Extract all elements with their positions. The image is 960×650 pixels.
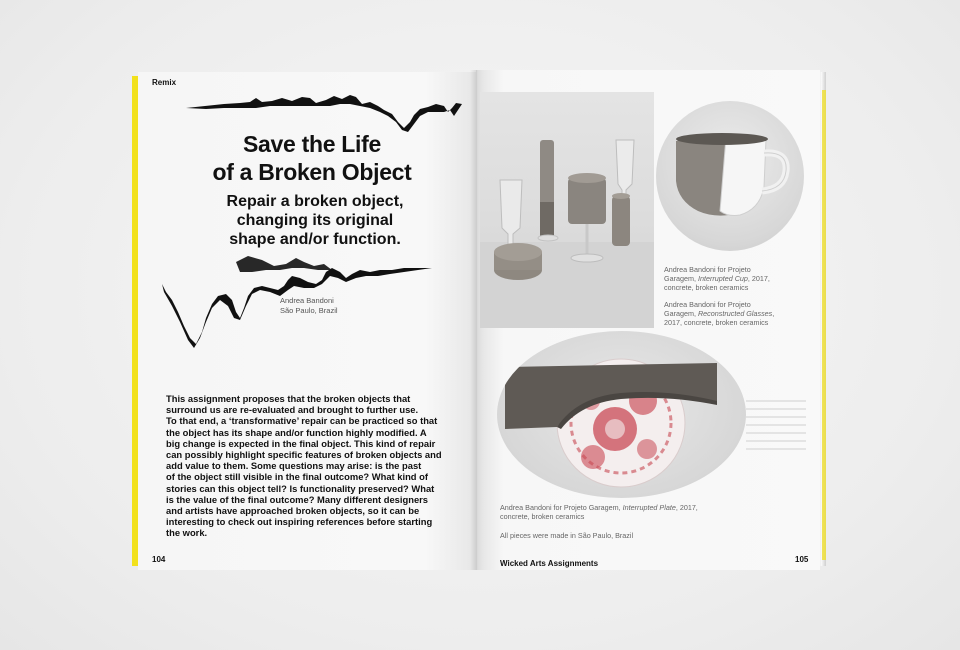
caption-plate xyxy=(500,503,698,521)
page-number-left: 104 xyxy=(152,555,166,564)
photo-reconstructed-glasses xyxy=(480,92,654,328)
author-credit xyxy=(280,296,338,316)
author-location: São Paulo, Brazil xyxy=(280,306,338,315)
photo-interrupted-plate xyxy=(497,331,746,498)
caption-line: Andrea Bandoni for Projeto xyxy=(664,265,751,274)
body-line: surround us are re-evaluated and brought to further use. xyxy=(166,404,419,416)
caption-cup xyxy=(664,265,770,293)
body-line: is the value of the final outcome? Many different designers xyxy=(166,493,429,505)
caption-line: 2017, concrete, broken ceramics xyxy=(664,318,769,328)
body-line: the work. xyxy=(166,527,208,539)
caption-line: concrete, broken ceramics xyxy=(500,512,585,522)
body-line: To that end, a ‘transformative’ repair can be practiced so that xyxy=(166,415,438,427)
page-number-right: 105 xyxy=(795,555,809,564)
assignment-body xyxy=(166,393,456,539)
body-line: and artists have approached broken objects, so it can be xyxy=(166,505,420,517)
body-line: can possibly highlight specific features of broken objects and xyxy=(166,449,442,461)
body-line: This assignment proposes that the broken objects that xyxy=(166,393,411,404)
subtitle-line: changing its original xyxy=(236,212,394,229)
section-label: Remix xyxy=(152,78,177,87)
body-line: interesting to check out inspiring references before starting xyxy=(166,516,433,528)
caption-line: Garagem, Reconstructed Glasses, xyxy=(664,309,775,319)
author-name: Andrea Bandoni xyxy=(280,296,334,305)
body-line: stories can this object tell? Is functionality preserved? What xyxy=(166,482,435,494)
book-title-footer: Wicked Arts Assignments xyxy=(500,559,599,568)
photo-interrupted-cup xyxy=(656,101,804,251)
subtitle-line: shape and/or function. xyxy=(229,231,401,248)
caption-line: Andrea Bandoni for Projeto xyxy=(664,300,751,309)
caption-line: concrete, broken ceramics xyxy=(664,283,749,293)
title-line: Save the Life xyxy=(243,131,381,157)
body-line: big change is expected in the final object. This kind of repair xyxy=(166,437,436,449)
subtitle-line: Repair a broken object, xyxy=(226,193,404,210)
body-line: of the object still visible in the final outcome? What kind of xyxy=(166,471,428,483)
show-through-text xyxy=(746,400,806,530)
caption-line: Garagem, Interrupted Cup, 2017, xyxy=(664,274,770,284)
cup-illustration xyxy=(656,101,804,251)
caption-line: Andrea Bandoni for Projeto Garagem, Interrupted Plate, 2017, xyxy=(500,503,698,512)
caption-glasses xyxy=(664,300,774,328)
plate-illustration xyxy=(497,331,746,498)
glasses-illustration xyxy=(480,92,654,328)
title-line: of a Broken Object xyxy=(212,159,412,185)
body-line: add value to them. Some questions may arise: is the past xyxy=(166,460,422,472)
body-line: the object has its shape and/or function highly modified. A xyxy=(166,426,427,438)
caption-note: All pieces were made in São Paulo, Brazil xyxy=(500,531,634,540)
